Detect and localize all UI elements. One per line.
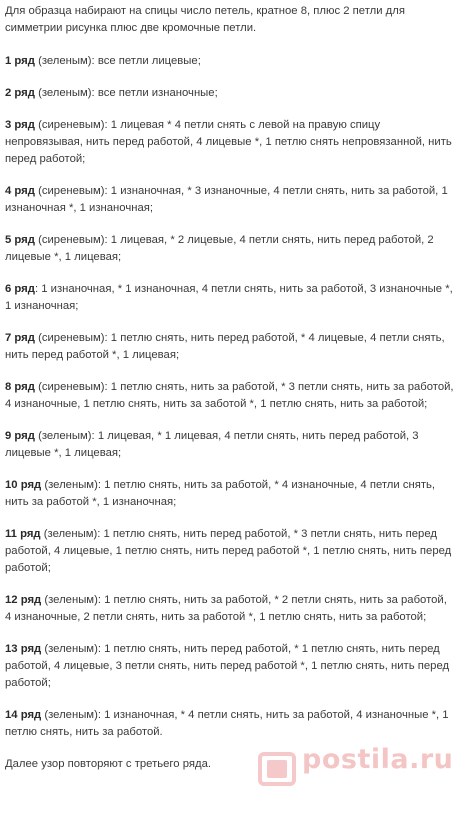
row-text: (сиреневым): 1 петлю снять, нить за работой, * 3 петли снять, нить за работой, 4 изнаночные, 1 петлю снять, нить за заботой *, 1 петлю снять, нить за работой; bbox=[5, 381, 454, 410]
row-instruction bbox=[5, 428, 455, 462]
row-text: (зеленым): 1 лицевая, * 1 лицевая, 4 петли снять, нить перед работой, 3 лицевые *, 1 лицевая; bbox=[5, 430, 419, 459]
row-number: 8 ряд bbox=[5, 381, 35, 393]
row-number: 5 ряд bbox=[5, 234, 35, 246]
row-number: 10 ряд bbox=[5, 479, 42, 491]
row-instruction bbox=[5, 53, 455, 70]
row-text: (сиреневым): 1 лицевая * 4 петли снять с левой на правую спицу непровязывая, нить перед работой, 4 лицевые *, 1 петлю снять непровязанной, нить перед работой; bbox=[5, 119, 452, 165]
row-text: (зеленым): 1 петлю снять, нить перед работой, * 1 петлю снять, нить перед работой, 4 лицевые, 3 петли снять, нить перед работой *, 1 петлю снять, нить перед работой; bbox=[5, 643, 450, 689]
row-instruction bbox=[5, 379, 455, 413]
row-number: 7 ряд bbox=[5, 332, 35, 344]
row-number: 1 ряд bbox=[5, 55, 35, 67]
row-instruction bbox=[5, 592, 455, 626]
row-number: 3 ряд bbox=[5, 119, 35, 131]
row-text: (зеленым): все петли изнаночные; bbox=[34, 87, 218, 99]
row-instruction bbox=[5, 281, 455, 315]
row-text: (зеленым): 1 петлю снять, нить перед работой, * 3 петли снять, нить перед работой, 4 лицевые, 1 петлю снять, нить перед работой *, 1 петлю снять, нить перед работой; bbox=[5, 528, 452, 574]
row-text: (зеленым): 1 изнаночная, * 4 петли снять, нить за работой, 4 изнаночные *, 1 петлю снять, нить за работой. bbox=[5, 709, 449, 738]
row-number: 2 ряд bbox=[5, 87, 35, 99]
postila-logo-icon bbox=[256, 749, 300, 791]
row-number: 12 ряд bbox=[5, 594, 42, 606]
row-number: 14 ряд bbox=[5, 709, 42, 721]
row-text: (зеленым): все петли лицевые; bbox=[34, 55, 201, 67]
row-instruction bbox=[5, 232, 455, 266]
row-instruction bbox=[5, 477, 455, 511]
row-instruction bbox=[5, 526, 455, 577]
row-text: (сиреневым): 1 петлю снять, нить перед работой, * 4 лицевые, 4 петли снять, нить перед работой *, 1 лицевая; bbox=[5, 332, 445, 361]
row-number: 9 ряд bbox=[5, 430, 35, 442]
row-instruction bbox=[5, 707, 455, 741]
row-text: (сиреневым): 1 изнаночная, * 3 изнаночные, 4 петли снять, нить за работой, 1 изнаночная *, 1 изнаночная; bbox=[5, 185, 448, 214]
row-instruction bbox=[5, 183, 455, 217]
outro-paragraph: Далее узор повторяют с третьего ряда. bbox=[5, 758, 212, 770]
row-text: (зеленым): 1 петлю снять, нить за работой, * 2 петли снять, нить за работой, 4 изнаночные, 2 петли снять, нить за работой *, 1 петлю снять, нить за работой; bbox=[5, 594, 447, 623]
row-text: : 1 изнаночная, * 1 изнаночная, 4 петли снять, нить за работой, 3 изнаночные *, 1 изнаночная; bbox=[5, 283, 453, 312]
row-number: 11 ряд bbox=[5, 528, 41, 540]
row-number: 13 ряд bbox=[5, 643, 42, 655]
row-number: 6 ряд bbox=[5, 283, 35, 295]
document-body bbox=[5, 3, 455, 788]
row-instruction bbox=[5, 85, 455, 102]
row-instruction bbox=[5, 641, 455, 692]
row-text: (сиреневым): 1 лицевая, * 2 лицевые, 4 петли снять, нить перед работой, 2 лицевые *, 1 лицевая; bbox=[5, 234, 434, 263]
row-text: (зеленым): 1 петлю снять, нить за работой, * 4 изнаночные, 4 петли снять, нить за работой *, 1 изнаночная; bbox=[5, 479, 436, 508]
intro-paragraph: Для образца набирают на спицы число петель, кратное 8, плюс 2 петли для симметрии рисунка плюс две кромочные петли. bbox=[5, 5, 405, 34]
row-number: 4 ряд bbox=[5, 185, 35, 197]
row-instruction bbox=[5, 117, 455, 168]
row-instruction bbox=[5, 330, 455, 364]
watermark-text: postila.ru bbox=[302, 744, 454, 775]
watermark bbox=[256, 744, 454, 791]
